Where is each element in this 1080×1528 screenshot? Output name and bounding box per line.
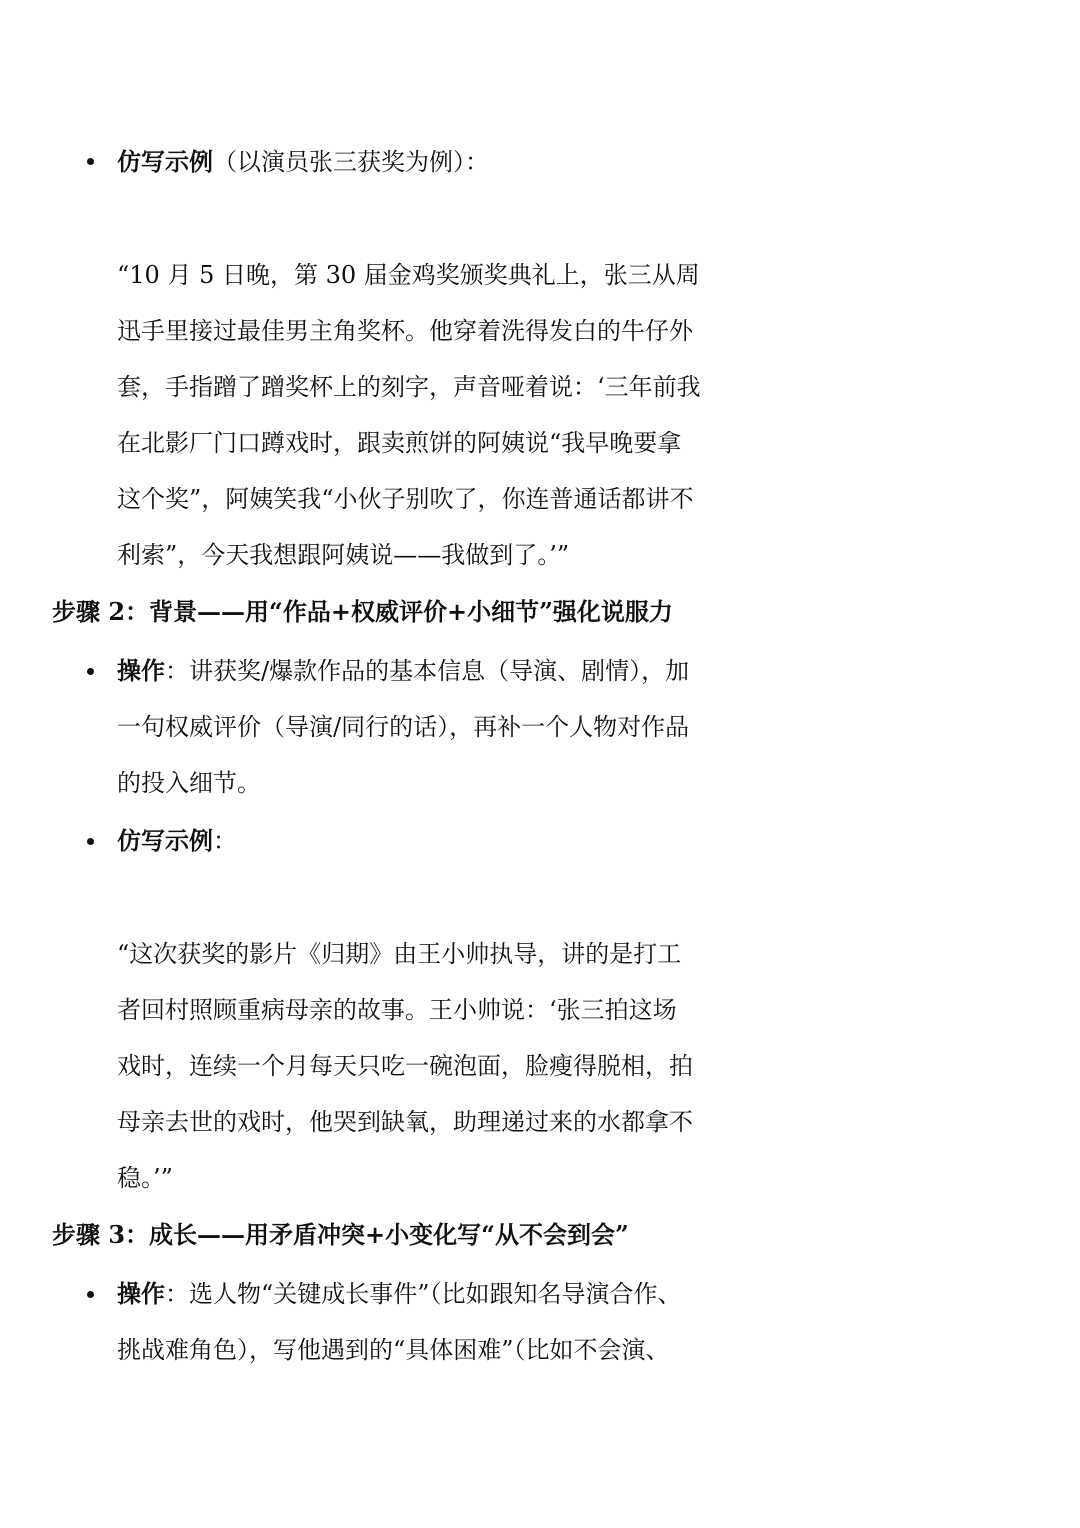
quote-line: 稳。’” — [117, 1164, 173, 1192]
quote-line: 者回村照顾重病母亲的故事。王小帅说：‘张三拍这场 — [117, 996, 677, 1024]
quote-line: 这个奖”，阿姨笑我“小伙子别吹了，你连普通话都讲不 — [117, 485, 694, 513]
quote-line: 利索”，今天我想跟阿姨说——我做到了。’” — [117, 541, 570, 569]
quote-line: 母亲去世的戏时，他哭到缺氧，助理递过来的水都拿不 — [117, 1108, 693, 1136]
example-label: 仿写示例 — [117, 147, 213, 176]
operation-text: ：选人物“关键成长事件”（比如跟知名导演合作、 — [165, 1280, 682, 1308]
quote-line: “10 月 5 日晚，第 30 届金鸡奖颁奖典礼上，张三从周 — [117, 261, 700, 289]
quote-line: “这次获奖的影片《归期》由王小帅执导，讲的是打工 — [117, 940, 682, 968]
example-bullet — [117, 145, 489, 179]
quote-line: 迅手里接过最佳男主角奖杯。他穿着洗得发白的牛仔外 — [117, 317, 693, 345]
step3-heading: 步骤 3：成长——用矛盾冲突+小变化写“从不会到会” — [52, 1220, 629, 1249]
operation-line: 挑战难角色），写他遇到的“具体困难”（比如不会演、 — [117, 1336, 670, 1364]
bullet-dot — [87, 1291, 94, 1298]
operation-label: 操作 — [117, 1279, 165, 1308]
operation-line: 一句权威评价（导演/同行的话），再补一个人物对作品 — [117, 713, 690, 741]
operation-bullet — [117, 654, 689, 688]
operation-text: ：讲获奖/爆款作品的基本信息（导演、剧情），加 — [165, 657, 690, 685]
step2-heading: 步骤 2：背景——用“作品+权威评价+小细节”强化说服力 — [52, 597, 673, 626]
quote-line: 戏时，连续一个月每天只吃一碗泡面，脸瘦得脱相，拍 — [117, 1052, 693, 1080]
bullet-dot — [87, 838, 94, 845]
bullet-dot — [87, 158, 94, 165]
bullet-dot — [87, 668, 94, 675]
quote-line: 套，手指蹭了蹭奖杯上的刻字，声音哑着说：‘三年前我 — [117, 373, 701, 401]
quote-line: 在北影厂门口蹲戏时，跟卖煎饼的阿姨说“我早晚要拿 — [117, 429, 682, 457]
example-suffix: （以演员张三获奖为例）： — [213, 148, 489, 176]
operation-line: 的投入细节。 — [117, 769, 261, 797]
example-suffix: ： — [213, 827, 237, 855]
operation-bullet — [117, 1277, 682, 1311]
example-label: 仿写示例 — [117, 826, 213, 855]
example-bullet — [117, 824, 237, 858]
operation-label: 操作 — [117, 656, 165, 685]
